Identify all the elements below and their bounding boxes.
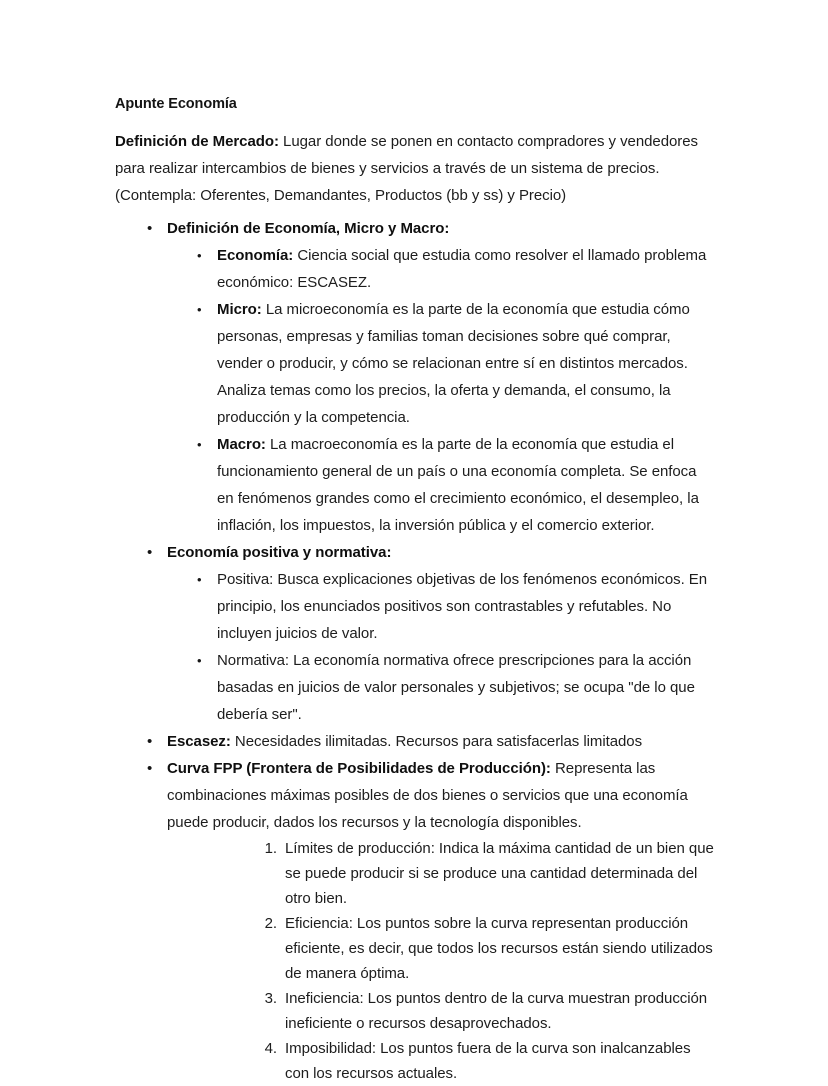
intro-paragraph	[115, 128, 715, 209]
term-label: Curva FPP (Frontera de Posibilidades de Producción):	[167, 760, 551, 778]
numbered-list-curva-fpp	[167, 836, 715, 1086]
bullet-icon	[147, 728, 152, 755]
term-body: La macroeconomía es la parte de la economía que estudia el funcionamiento general de un país o una economía completa. Se enfoca en fenómenos grandes como el crecimiento económico, el desempleo, la inflación, los impuestos, la inversión pública y el comercio exterior.	[217, 436, 699, 535]
intro-body: Lugar donde se ponen en contacto compradores y vendedores para realizar intercambios de bienes y servicios a través de un sistema de precios. (Contempla: Oferentes, Demandantes, Productos (bb y ss) y Precio)	[115, 133, 698, 205]
bullet-icon	[197, 242, 202, 269]
list-item	[257, 836, 715, 911]
definition-normativa: Normativa: La economía normativa ofrece prescripciones para la acción basadas en juicios de valor personales y subjetivos; se ocupa "de lo que debería ser".	[217, 652, 695, 724]
list-item	[167, 242, 715, 296]
definition-escasez	[167, 728, 715, 755]
section-heading-text: Definición de Economía, Micro y Macro:	[167, 220, 450, 238]
term-label: Economía:	[217, 247, 294, 265]
numbered-item-text: Ineficiencia: Los puntos dentro de la curva muestran producción ineficiente o recursos desaprovechados.	[285, 990, 708, 1033]
list-number: 2 .	[257, 911, 277, 936]
bullet-icon	[147, 539, 152, 566]
definition-economia	[217, 242, 715, 296]
term-label: Macro:	[217, 436, 266, 454]
numbered-item-text: Imposibilidad: Los puntos fuera de la curva son inalcanzables con los recursos actuales.	[285, 1040, 691, 1083]
bullet-icon	[197, 566, 202, 593]
section-heading	[167, 539, 715, 566]
list-item	[115, 539, 715, 728]
list-item	[115, 728, 715, 755]
list-number: 4 .	[257, 1036, 277, 1061]
intro-label: Definición de Mercado:	[115, 133, 279, 151]
list-item	[257, 911, 715, 986]
list-item	[115, 755, 715, 1086]
outline-level-2	[167, 242, 715, 539]
term-body: Necesidades ilimitadas. Recursos para satisfacerlas limitados	[230, 733, 643, 751]
list-item	[167, 566, 715, 647]
section-heading	[167, 215, 715, 242]
definition-micro	[217, 296, 715, 431]
numbered-item-text: Límites de producción: Indica la máxima cantidad de un bien que se puede producir si se produce una cantidad determinada del otro bien.	[285, 840, 714, 908]
definition-positiva: Positiva: Busca explicaciones objetivas de los fenómenos económicos. En principio, los enunciados positivos son contrastables y refutables. No incluyen juicios de valor.	[217, 571, 708, 643]
list-item	[257, 986, 715, 1036]
bullet-icon	[147, 215, 152, 242]
list-item	[167, 431, 715, 539]
term-label: Escasez:	[167, 733, 231, 751]
term-body: La microeconomía es la parte de la economía que estudia cómo personas, empresas y familias toman decisiones sobre qué comprar, vender o producir, y cómo se relacionan entre sí en distintos mercados. Analiza temas como los precios, la oferta y demanda, el consumo, la producción y la competencia.	[217, 301, 690, 427]
section-heading-text: Economía positiva y normativa:	[167, 544, 392, 562]
bullet-icon	[197, 296, 202, 323]
list-item	[167, 647, 715, 728]
outline-level-2	[167, 566, 715, 728]
definition-curva-fpp	[167, 755, 715, 836]
term-body: Ciencia social que estudia como resolver el llamado problema económico: ESCASEZ.	[217, 247, 707, 292]
list-item	[115, 215, 715, 539]
numbered-item-text: Eficiencia: Los puntos sobre la curva representan producción eficiente, es decir, que todos los recursos están siendo utilizados de manera óptima.	[285, 915, 713, 983]
definition-macro	[217, 431, 715, 539]
bullet-icon	[147, 755, 152, 782]
term-body: Representa las combinaciones máximas posibles de dos bienes o servicios que una economía puede producir, dados los recursos y la tecnología disponibles.	[167, 760, 688, 832]
page-title: Apunte Economía	[115, 96, 237, 112]
list-item	[257, 1036, 715, 1086]
list-number: 3 .	[257, 986, 277, 1011]
term-label: Micro:	[217, 301, 262, 319]
bullet-icon	[197, 647, 202, 674]
bullet-icon	[197, 431, 202, 458]
list-number: 1 .	[257, 836, 277, 861]
outline-level-1	[115, 215, 715, 1086]
list-item	[167, 296, 715, 431]
